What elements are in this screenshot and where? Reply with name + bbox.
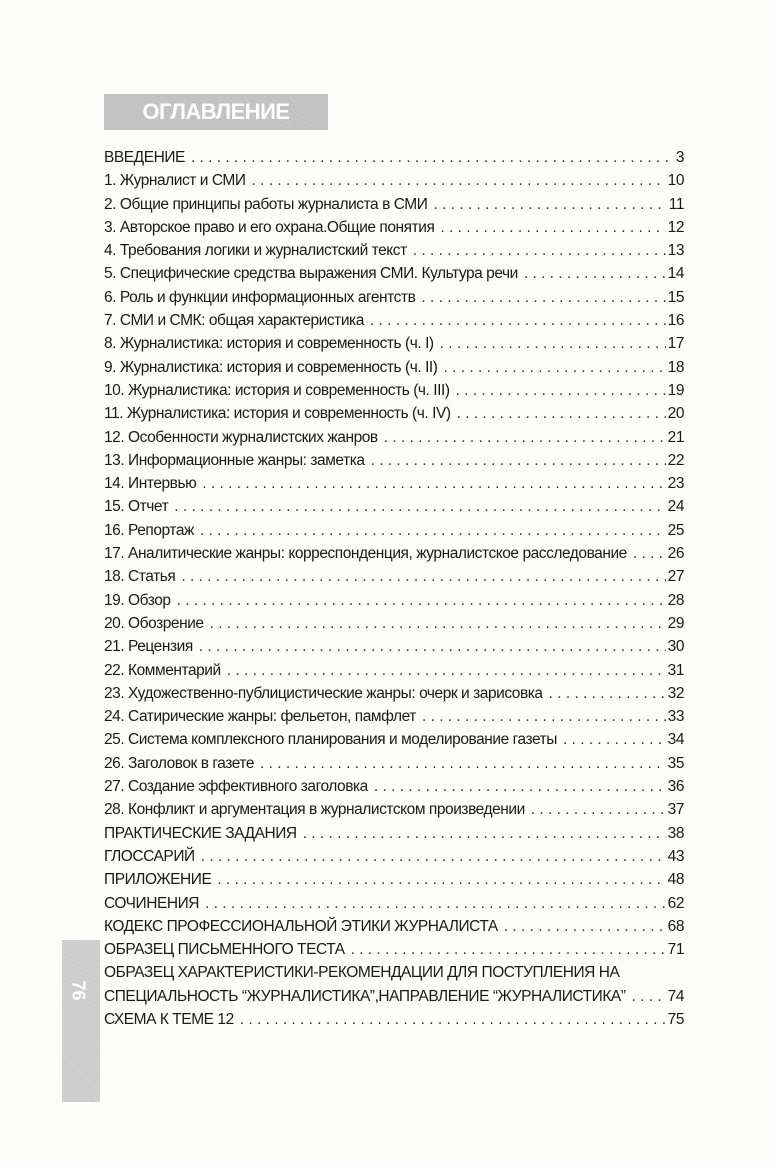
toc-entry-line	[104, 964, 684, 987]
toc-entry-page: 22	[667, 451, 684, 469]
dot-leader	[444, 359, 666, 377]
toc-entry-label: ОБРАЗЕЦ ПИСЬМЕННОГО ТЕСТА	[104, 941, 345, 959]
dot-leader	[191, 149, 674, 167]
dot-leader	[371, 452, 666, 470]
toc-entry-page: 14	[667, 265, 684, 283]
toc-entry-page: 13	[667, 242, 684, 260]
dot-leader	[174, 498, 665, 516]
toc-entry[interactable]	[104, 592, 684, 615]
dot-leader	[200, 522, 666, 540]
toc-entry-page: 43	[667, 847, 684, 865]
toc-entry[interactable]	[104, 615, 684, 638]
toc-entry[interactable]	[104, 918, 684, 941]
dot-leader	[351, 941, 666, 959]
toc-entry-label: 8. Журналистика: история и современность (ч. I)	[104, 335, 434, 353]
toc-entry-label: СПЕЦИАЛЬНОСТЬ “ЖУРНАЛИСТИКА”,НАПРАВЛЕНИЕ “ЖУРНАЛИСТИКА”	[104, 987, 626, 1005]
toc-entry[interactable]	[104, 895, 684, 918]
page-number: 76	[68, 980, 89, 1001]
toc-entry-label: 12. Особенности журналистских жанров	[104, 428, 378, 446]
toc-entry-label: 3. Авторское право и его охрана.Общие понятия	[104, 218, 435, 236]
dot-leader	[260, 755, 666, 773]
toc-entry[interactable]	[104, 429, 684, 452]
dot-leader	[563, 731, 666, 749]
toc-entry-page: 16	[667, 312, 684, 330]
toc-entry-label: ОБРАЗЕЦ ХАРАКТЕРИСТИКИ-РЕКОМЕНДАЦИИ ДЛЯ ПОСТУПЛЕНИЯ НА	[104, 964, 620, 982]
toc-entry[interactable]	[104, 242, 684, 265]
toc-entry-page: 19	[667, 381, 684, 399]
toc-entry-label: ГЛОССАРИЙ	[104, 847, 195, 865]
toc-entry-page: 30	[667, 638, 684, 656]
side-page-tab	[62, 940, 100, 1102]
toc-entry-label: 20. Обозрение	[104, 614, 204, 632]
toc-entry-page: 32	[667, 684, 684, 702]
toc-entry-page: 27	[667, 568, 684, 586]
toc-entry[interactable]	[104, 568, 684, 591]
toc-entry[interactable]	[104, 708, 684, 731]
toc-entry-label: 19. Обзор	[104, 591, 171, 609]
toc-entry[interactable]	[104, 1011, 684, 1034]
toc-entry-label: 25. Система комплексного планирования и моделирование газеты	[104, 731, 557, 749]
toc-entry[interactable]	[104, 801, 684, 824]
dot-leader	[384, 429, 666, 447]
toc-entry[interactable]	[104, 778, 684, 801]
toc-entry-label: 2. Общие принципы работы журналиста в СМИ	[104, 195, 428, 213]
dot-leader	[549, 685, 666, 703]
toc-entry[interactable]	[104, 941, 684, 964]
toc-entry-label: 7. СМИ и СМК: общая характеристика	[104, 312, 364, 330]
toc-entry-label: 15. Отчет	[104, 498, 169, 516]
toc-entry[interactable]	[104, 848, 684, 871]
dot-leader	[177, 592, 666, 610]
toc-entry[interactable]	[104, 545, 684, 568]
toc-entry-page: 25	[667, 521, 684, 539]
dot-leader	[240, 1011, 666, 1029]
toc-entry-label: ВВЕДЕНИЕ	[104, 149, 185, 166]
toc-entry-page: 3	[675, 149, 684, 166]
toc-entry[interactable]	[104, 452, 684, 475]
toc-title-text: ОГЛАВЛЕНИЕ	[142, 99, 290, 124]
toc-entry-label: 13. Информационные жанры: заметка	[104, 451, 365, 469]
toc-entry-label: 27. Создание эффективного заголовка	[104, 778, 368, 796]
toc-entry-page: 35	[667, 754, 684, 772]
toc-entry[interactable]	[104, 219, 684, 242]
dot-leader	[181, 568, 665, 586]
toc-entry-label: 17. Аналитические жанры: корреспонденция, журналистское расследование	[104, 545, 627, 563]
toc-entry-label: 4. Требования логики и журналистский текст	[104, 242, 407, 260]
toc-entry-label: 23. Художественно-публицистические жанры: очерк и зарисовка	[104, 684, 543, 702]
dot-leader	[303, 825, 666, 843]
toc-entry[interactable]	[104, 359, 684, 382]
dot-leader	[456, 382, 666, 400]
dot-leader	[457, 405, 666, 423]
toc-entry-page: 10	[667, 172, 684, 190]
dot-leader	[633, 545, 666, 563]
dot-leader	[199, 638, 666, 656]
toc-entry[interactable]	[104, 522, 684, 545]
toc-entry[interactable]	[104, 825, 684, 848]
dot-leader	[433, 196, 666, 214]
toc-entry-page: 31	[667, 661, 684, 679]
toc-entry-page: 38	[667, 824, 684, 842]
dot-leader	[202, 475, 665, 493]
toc-entry-page: 15	[667, 288, 684, 306]
toc-entry[interactable]	[104, 498, 684, 521]
toc-entry-page: 37	[667, 801, 684, 819]
toc-entry-label: ПРАКТИЧЕСКИЕ ЗАДАНИЯ	[104, 824, 297, 842]
toc-entry-label: 5. Специфические средства выражения СМИ. Культура речи	[104, 265, 518, 283]
toc-entry-page: 20	[667, 405, 684, 423]
toc-entry-label: 26. Заголовок в газете	[104, 754, 255, 772]
toc-entry-label: 21. Рецензия	[104, 638, 193, 656]
dot-leader	[252, 172, 666, 190]
toc-entry[interactable]	[104, 662, 684, 685]
dot-leader	[440, 335, 666, 353]
toc-entry[interactable]	[104, 335, 684, 358]
toc-entry-page: 23	[667, 475, 684, 493]
toc-entry-label: 24. Сатирические жанры: фельетон, памфлет	[104, 708, 416, 726]
dot-leader	[504, 918, 666, 936]
dot-leader	[217, 871, 665, 889]
toc-entry-page: 29	[667, 614, 684, 632]
toc-entry-page: 36	[667, 778, 684, 796]
toc-entry-label: 28. Конфликт и аргументация в журналистском произведении	[104, 801, 525, 819]
toc-entry-label: 11. Журналистика: история и современность (ч. IV)	[104, 405, 451, 423]
table-of-contents	[104, 149, 684, 1034]
dot-leader	[374, 778, 666, 796]
dot-leader	[440, 219, 665, 237]
toc-entry-page: 28	[667, 591, 684, 609]
toc-entry[interactable]	[104, 196, 684, 219]
dot-leader	[531, 801, 666, 819]
toc-entry-page: 75	[667, 1010, 684, 1028]
toc-entry-page: 17	[667, 335, 684, 353]
toc-entry-page: 34	[667, 731, 684, 749]
toc-entry[interactable]	[104, 312, 684, 335]
dot-leader	[632, 988, 666, 1006]
toc-entry[interactable]	[104, 638, 684, 661]
toc-entry-label: 14. Интервью	[104, 475, 197, 493]
toc-entry-label: 9. Журналистика: история и современность (ч. II)	[104, 358, 438, 376]
toc-entry-page: 62	[667, 894, 684, 912]
toc-entry-label: 10. Журналистика: история и современность (ч. III)	[104, 381, 450, 399]
toc-entry-page: 74	[667, 987, 684, 1005]
toc-entry-label: ПРИЛОЖЕНИЕ	[104, 871, 212, 889]
toc-entry-label: 1. Журналист и СМИ	[104, 172, 246, 190]
toc-entry-label: 18. Статья	[104, 568, 176, 586]
toc-entry[interactable]	[104, 731, 684, 754]
toc-entry-label: СХЕМА К ТЕМЕ 12	[104, 1010, 234, 1028]
toc-entry[interactable]	[104, 685, 684, 708]
toc-entry-page: 12	[667, 218, 684, 236]
dot-leader	[422, 708, 666, 726]
dot-leader	[201, 848, 666, 866]
dot-leader	[370, 312, 666, 330]
toc-entry-label: СОЧИНЕНИЯ	[104, 894, 200, 912]
toc-entry[interactable]	[104, 405, 684, 428]
toc-entry[interactable]	[104, 475, 684, 498]
toc-entry[interactable]	[104, 289, 684, 312]
dot-leader	[421, 289, 665, 307]
toc-entry-label: 22. Комментарий	[104, 661, 221, 679]
toc-entry[interactable]	[104, 172, 684, 195]
toc-entry-page: 18	[667, 358, 684, 376]
toc-title	[104, 94, 328, 130]
dot-leader	[524, 265, 666, 283]
toc-entry[interactable]	[104, 265, 684, 288]
toc-entry-page: 71	[667, 941, 684, 959]
toc-entry[interactable]	[104, 149, 684, 172]
toc-entry-page: 24	[667, 498, 684, 516]
dot-leader	[413, 242, 666, 260]
toc-entry-page: 33	[667, 708, 684, 726]
toc-entry[interactable]	[104, 382, 684, 405]
toc-entry[interactable]	[104, 755, 684, 778]
toc-entry-label: 6. Роль и функции информационных агентств	[104, 288, 416, 306]
dot-leader	[227, 662, 666, 680]
toc-entry-page: 68	[667, 917, 684, 935]
toc-entry[interactable]	[104, 871, 684, 894]
toc-entry-page: 48	[667, 871, 684, 889]
toc-entry-label: КОДЕКС ПРОФЕССИОНАЛЬНОЙ ЭТИКИ ЖУРНАЛИСТА	[104, 917, 498, 935]
toc-entry-page: 26	[667, 545, 684, 563]
dot-leader	[210, 615, 666, 633]
toc-entry-page: 21	[667, 428, 684, 446]
toc-entry-label: 16. Репортаж	[104, 521, 194, 539]
toc-entry[interactable]	[104, 988, 684, 1011]
dot-leader	[205, 895, 666, 913]
toc-entry-page: 11	[668, 195, 684, 213]
